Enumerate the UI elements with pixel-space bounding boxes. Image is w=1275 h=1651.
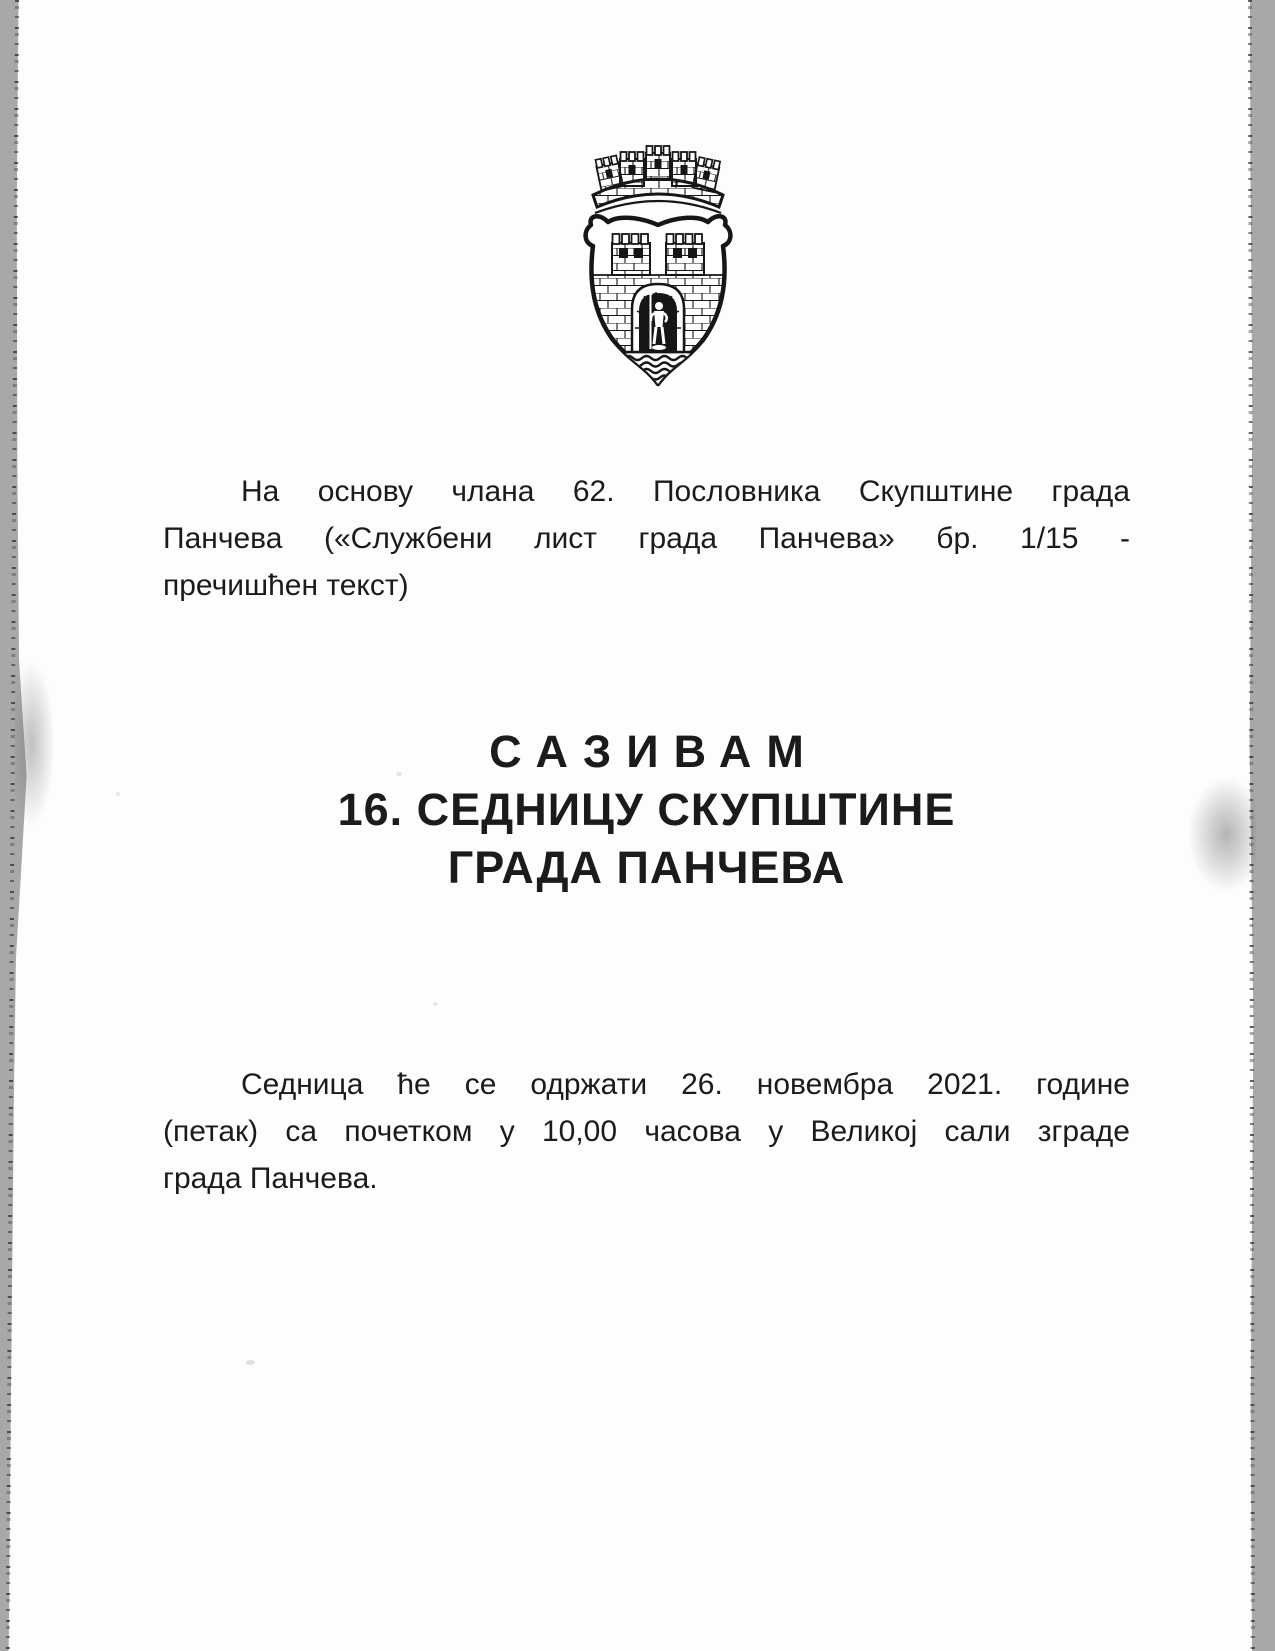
- summons-heading: [163, 723, 1130, 897]
- details-line-2: (петак) са почетком у 10,00 часова у Великој сали зграде: [163, 1115, 1130, 1148]
- right-tower: [666, 234, 704, 275]
- details-line-3: града Панчева.: [163, 1162, 378, 1195]
- intro-line-2: Панчева («Службени лист града Панчева» бр. 1/15 -: [163, 522, 1130, 555]
- mural-crown-icon: [593, 146, 723, 213]
- shield: [586, 216, 732, 393]
- intro-line-1: На основу члана 62. Пословника Скупштине града: [241, 475, 1130, 508]
- heading-city-line: ГРАДА ПАНЧЕВА: [447, 842, 846, 893]
- scan-smudge-right: [1178, 762, 1256, 907]
- heading-session-line: 16. СЕДНИЦУ СКУПШТИНЕ: [337, 784, 956, 835]
- scan-speck: [116, 792, 120, 796]
- heading-convene-word: САЗИВАМ: [489, 726, 819, 777]
- session-details-paragraph: [163, 1061, 1130, 1202]
- details-line-1: Седница ће се одржати 26. новембра 2021. године: [241, 1068, 1130, 1101]
- scan-speck: [246, 1360, 255, 1365]
- left-tower: [612, 234, 650, 275]
- scan-edge-left-band: [0, 0, 28, 1651]
- scan-edge-right-band: [1248, 0, 1275, 1651]
- intro-line-3: пречишћен текст): [163, 569, 409, 602]
- intro-paragraph: [163, 468, 1130, 609]
- scan-speck: [433, 1002, 438, 1006]
- pancevo-coat-of-arms-icon: [578, 143, 738, 393]
